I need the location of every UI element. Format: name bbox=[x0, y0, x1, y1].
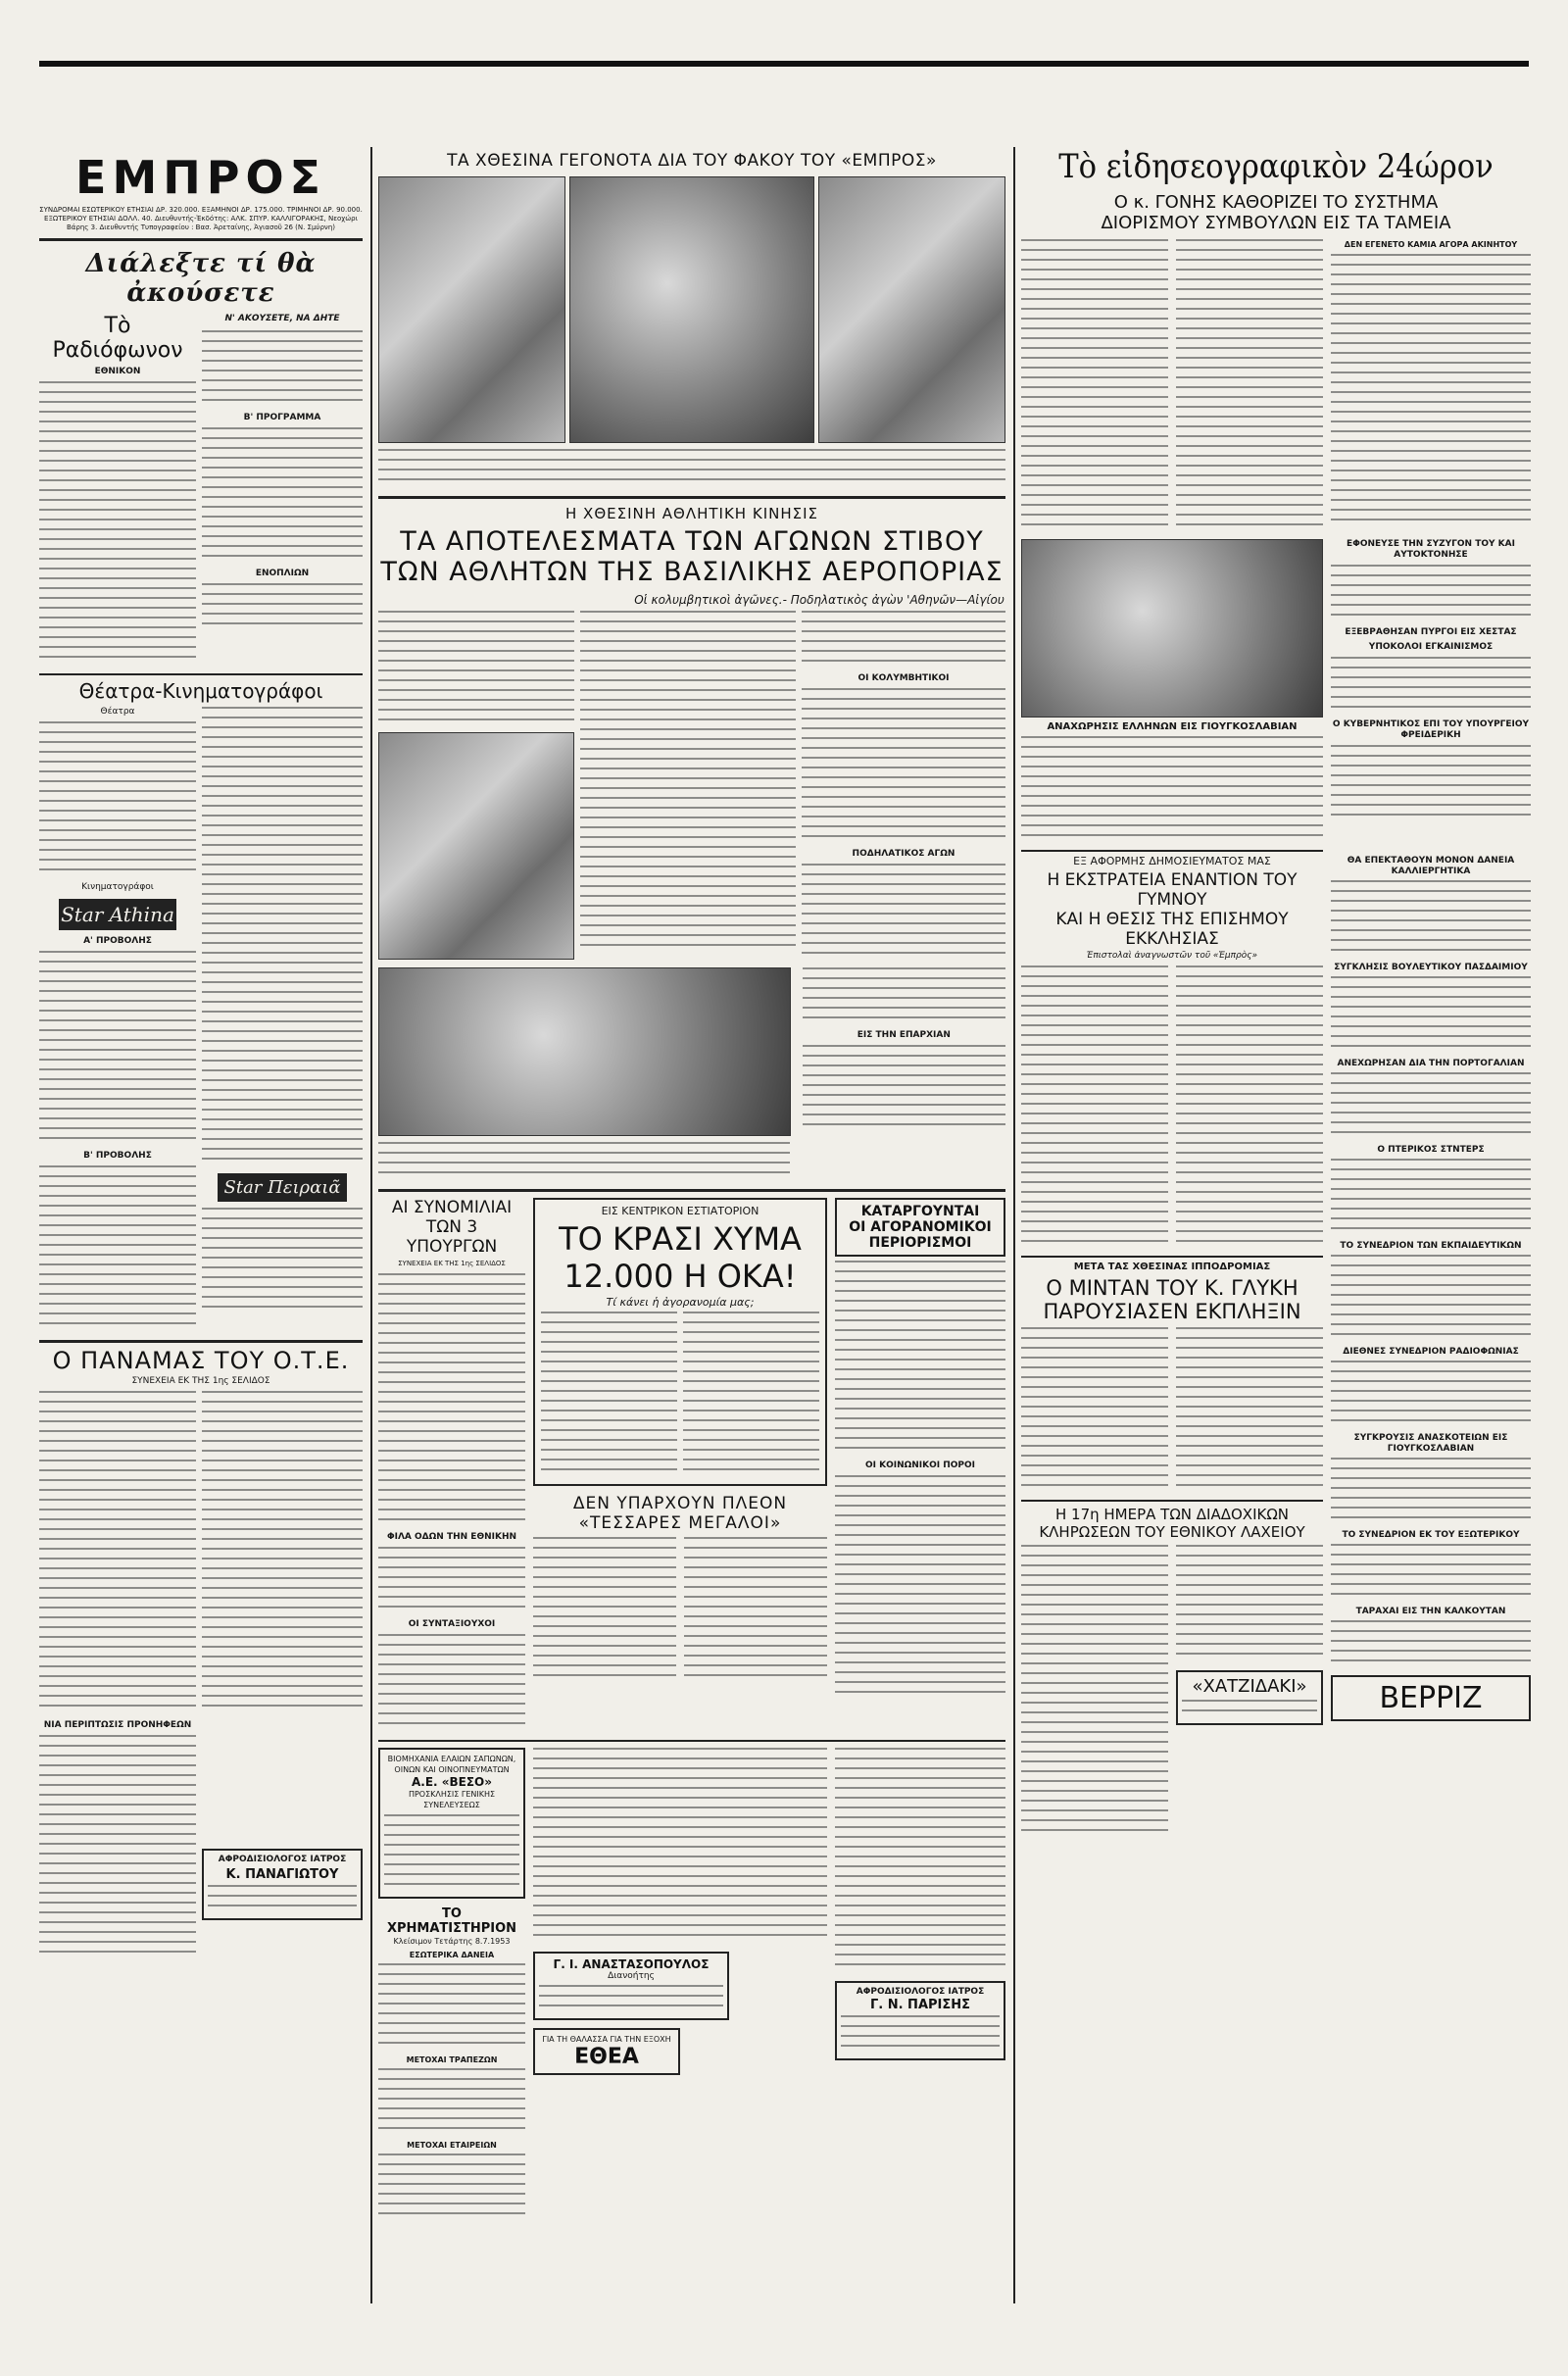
b-programma-label: Β' ΠΡΟΓΡΑΜΜΑ bbox=[243, 413, 321, 422]
side-head-5: ΤΟ ΣΥΝΕΔΡΙΟΝ ΤΩΝ ΕΚΠΑΙΔΕΥΤΙΚΩΝ bbox=[1340, 1241, 1522, 1251]
lead-title-line1: Ο κ. ΓΟΝΗΣ ΚΑΘΟΡΙΖΕΙ ΤΟ ΣΥΣΤΗΜΑ bbox=[1113, 192, 1439, 213]
lottery-title-line2: ΚΛΗΡΩΣΕΩΝ ΤΟΥ ΕΘΝΙΚΟΥ ΛΑΧΕΙΟΥ bbox=[1039, 1523, 1305, 1541]
ethea-line2: ΕΘΕΑ bbox=[574, 2045, 639, 2069]
katargountai-line1: ΚΑΤΑΡΓΟΥΝΤΑΙ bbox=[860, 1204, 980, 1219]
lead-title-line2: ΔΙΟΡΙΣΜΟΥ ΣΥΜΒΟΥΛΩΝ ΕΙΣ ΤΑ ΤΑΜΕΙΑ bbox=[1101, 213, 1451, 233]
side-head-2: ΣΥΓΚΛΗΣΙΣ ΒΟΥΛΕΥΤΙΚΟΥ ΠΑΣΔΑΙΜΙΟΥ bbox=[1334, 963, 1528, 972]
veso-line2: Α.Ε. «ΒΕΣΟ» bbox=[411, 1775, 493, 1789]
panamas-continued: ΣΥΝΕΧΕΙΑ ΕΚ ΤΗΣ 1ης ΣΕΛΙΔΟΣ bbox=[131, 1376, 270, 1386]
klisimo-label: Κλείσιμον Τετάρτης 8.7.1953 bbox=[393, 1937, 511, 1946]
radio-heading: Τὸ Ραδιόφωνον bbox=[52, 314, 183, 363]
cinemas-sub: Κινηματογράφοι bbox=[81, 882, 154, 892]
b-provoli-label: Β' ΠΡΟΒΟΛΗΣ bbox=[83, 1151, 152, 1161]
ethnikon-label: ΕΘΝΙΚΟΝ bbox=[94, 367, 141, 376]
right-column bbox=[1021, 147, 1531, 2303]
center-column bbox=[378, 147, 1005, 2303]
dimosieuma-kicker: ΕΞ ΑΦΟΡΜΗΣ ΔΗΜΟΣΙΕΥΜΑΤΟΣ ΜΑΣ bbox=[1073, 855, 1271, 867]
chrimatistirion-heading: ΤΟ ΧΡΗΜΑΤΙΣΤΗΡΙΟΝ bbox=[386, 1906, 517, 1936]
top-rule bbox=[39, 61, 1529, 67]
masthead-imprint: ΣΥΝΔΡΟΜΑΙ ΕΣΩΤΕΡΙΚΟΥ ΕΤΗΣΙΑΙ ΔΡ. 320.000. ΕΞΑΜΗΝΟΙ ΔΡ. 175.000. ΤΡΙΜΗΝΟΙ ΔΡ. 90.000. ΕΞΩΤΕΡΙΚΟΥ ΕΤΗΣΙΑΙ ΔΟΛΛ. 40. Διευθυντής-Ἐκδότης: ΑΛΚ. ΣΠΥΡ. ΚΑΛΛΙΓΟΡΑΚΗΣ, Νεοχώρι Βάρης 3. Διευθυντής Τυπογραφείου : Βασ. Ἀρεταίνης, Ἀγιασοῦ 26 (Ν. Σμύρνη) bbox=[39, 206, 363, 231]
side-head-1: ΘΑ ΕΠΕΚΤΑΘΟΥΝ ΜΟΝΟΝ ΔΑΝΕΙΑ ΚΑΛΛΙΕΡΓΗΤΙΚΑ bbox=[1347, 856, 1515, 876]
syntaxiouchoi-label: ΟΙ ΣΥΝΤΑΞΙΟΥΧΟΙ bbox=[408, 1619, 496, 1629]
lottery-title-line1: Η 17η ΗΜΕΡΑ ΤΩΝ ΔΙΑΔΟΧΙΚΩΝ bbox=[1054, 1506, 1290, 1523]
podilatikos-label: ΠΟΔΗΛΑΤΙΚΟΣ ΑΓΩΝ bbox=[852, 849, 956, 859]
anastasopoulos-ad bbox=[533, 1952, 729, 2020]
ekstrateia-line1: Η ΕΚΣΤΡΑΤΕΙΑ ΕΝΑΝΤΙΟΝ ΤΟΥ ΓΥΜΝΟΥ bbox=[1047, 870, 1298, 910]
photo-group-yugoslavia bbox=[1021, 539, 1323, 718]
synomiliai-line2: ΤΩΝ 3 ΥΠΟΥΡΓΩΝ bbox=[406, 1217, 498, 1257]
sports-kicker: Η ΧΘΕΣΙΝΗ ΑΘΛΗΤΙΚΗ ΚΙΝΗΣΙΣ bbox=[565, 505, 818, 522]
katargountai-line3: ΠΕΡΙΟΡΙΣΜΟΙ bbox=[868, 1235, 972, 1251]
veso-ad bbox=[378, 1748, 525, 1899]
side-head-4: Ο ΠΤΕΡΙΚΟΣ ΣΤΝΤΕΡΣ bbox=[1377, 1145, 1485, 1155]
katargountai-box bbox=[835, 1198, 1005, 1257]
kolymvitikoi-label: ΟΙ ΚΟΛΥΜΒΗΤΙΚΟΙ bbox=[858, 673, 950, 683]
star-peiraia-logo: Star Πειραιᾶ bbox=[218, 1173, 347, 1202]
swim-heading: Οἱ κολυμβητικοὶ ἀγῶνες.- Ποδηλατικὸς ἀγὼν 'Αθηνῶν—Αἰγίου bbox=[634, 593, 1004, 607]
a-provoli-label: Α' ΠΡΟΒΟΛΗΣ bbox=[83, 936, 152, 946]
anastasopoulos-title: Διανοήτης bbox=[608, 1971, 655, 1981]
left-column bbox=[39, 147, 363, 2303]
esoterika-label: ΕΣΩΤΕΡΙΚΑ ΔΑΝΕΙΑ bbox=[409, 1951, 495, 1959]
metoxai-trapezon-label: ΜΕΤΟΧΑΙ ΤΡΑΠΕΖΩΝ bbox=[406, 2055, 498, 2064]
estiatorion-label: ΕΙΣ ΚΕΝΤΡΙΚΟΝ ΕΣΤΙΑΤΟΡΙΟΝ bbox=[601, 1205, 760, 1217]
theatres-heading: Θέατρα-Κινηματογράφοι bbox=[78, 679, 323, 703]
agora-heading: ΔΕΝ ΕΓΕΝΕΤΟ ΚΑΜΙΑ ΑΓΟΡΑ ΑΚΙΝΗΤΟΥ bbox=[1344, 240, 1518, 249]
kyvernitikos-heading: Ο ΚΥΒΕΡΝΗΤΙΚΟΣ ΕΠΙ ΤΟΥ ΥΠΟΥΡΓΕΙΟΥ ΦΡΕΙΔΕΡΙΚΗ bbox=[1332, 719, 1530, 740]
doctor2-name: Γ. Ν. ΠΑΡΙΣΗΣ bbox=[869, 1998, 971, 2012]
megaloi-line2: «ΤΕΣΣΑΡΕΣ ΜΕΓΑΛΟΙ» bbox=[578, 1513, 782, 1533]
doctor2-label: ΑΦΡΟΔΙΣΙΟΛΟΓΟΣ ΙΑΤΡΟΣ bbox=[856, 1987, 985, 1997]
sports-title-line1: ΤΑ ΑΠΟΤΕΛΕΣΜΑΤΑ ΤΩΝ ΑΓΩΝΩΝ ΣΤΙΒΟΥ bbox=[400, 526, 984, 557]
doctor2-ad bbox=[835, 1981, 1005, 2060]
katsidaki-title: «ΧΑΤΖΙΔΑΚΙ» bbox=[1192, 1676, 1307, 1697]
berriz-title: ΒΕΡΡΙΖ bbox=[1379, 1681, 1483, 1715]
krasi-title-line2: 12.000 Η ΟΚΑ! bbox=[564, 1258, 797, 1295]
mintan-line2: ΠΑΡΟΥΣΙΑΣΕΝ ΕΚΠΛΗΞΙΝ bbox=[1043, 1300, 1301, 1323]
metoxai-etaireion-label: ΜΕΤΟΧΑΙ ΕΤΑΙΡΕΙΩΝ bbox=[407, 2141, 497, 2150]
megaloi-line1: ΔΕΝ ΥΠΑΡΧΟΥΝ ΠΛΕΟΝ bbox=[572, 1494, 788, 1513]
doctor-ad bbox=[202, 1849, 363, 1920]
synomiliai-line1: ΑΙ ΣΥΝΟΜΙΛΙΑΙ bbox=[391, 1198, 513, 1217]
krasi-box bbox=[533, 1198, 827, 1486]
radio-script-title: Διάλεξτε τί θὰ ἀκούσετε bbox=[85, 249, 317, 308]
divider-right bbox=[1013, 147, 1015, 2303]
epistoli-sub: Ἐπιστολαὶ ἀναγνωστῶν τοῦ «Ἐμπρὸς» bbox=[1086, 951, 1258, 961]
news-banner: Τὸ εἰδησεογραφικὸν 24ώρον bbox=[1058, 147, 1494, 186]
photo-athletes-left bbox=[378, 732, 574, 960]
divider-left bbox=[370, 147, 372, 2303]
masthead-title: ΕΜΠΡΟΣ bbox=[75, 151, 326, 204]
yougoslavia-caption: ΑΝΑΧΩΡΗΣΙΣ ΕΛΛΗΝΩΝ ΕΙΣ ΓΙΟΥΓΚΟΣΛΑΒΙΑΝ bbox=[1047, 721, 1298, 732]
berriz-ad bbox=[1331, 1675, 1531, 1721]
photo-runners bbox=[378, 967, 791, 1136]
photo-section-heading: ΤΑ ΧΘΕΣΙΝΑ ΓΕΓΟΝΟΤΑ ΔΙΑ ΤΟΥ ΦΑΚΟΥ ΤΟΥ «ΕΜΠΡΟΣ» bbox=[447, 151, 937, 171]
perierga-heading: ΝΙΑ ΠΕΡΙΠΤΩΣΙΣ ΠΡΟΝΗΦΕΩΝ bbox=[43, 1720, 192, 1730]
eparchia-label: ΕΙΣ ΤΗΝ ΕΠΑΡΧΙΑΝ bbox=[857, 1030, 951, 1040]
krasi-title-line1: ΤΟ ΚΡΑΣΙ ΧΥΜΑ bbox=[559, 1220, 802, 1258]
ekstrateia-line2: ΚΑΙ Η ΘΕΣΙΣ ΤΗΣ ΕΠΙΣΗΜΟΥ ΕΚΚΛΗΣΙΑΣ bbox=[1055, 910, 1289, 949]
doctor-label: ΑΦΡΟΔΙΣΙΟΛΟΓΟΣ ΙΑΤΡΟΣ bbox=[218, 1855, 347, 1864]
ethea-line1: ΓΙΑ ΤΗ ΘΑΛΑΣΣΑ ΓΙΑ ΤΗΝ ΕΞΟΧΗ bbox=[542, 2035, 671, 2044]
side-head-6: ΔΙΕΘΝΕΣ ΣΥΝΕΔΡΙΟΝ ΡΑΔΙΟΦΩΝΙΑΣ bbox=[1343, 1347, 1519, 1357]
side-head-7: ΣΥΓΚΡΟΥΣΙΣ ΑΝΑΣΚΟΤΕΙΩΝ ΕΙΣ ΓΙΟΥΓΚΟΣΛΑΒΙΑΝ bbox=[1353, 1433, 1508, 1454]
synomiliai-continued: ΣΥΝΕΧΕΙΑ ΕΚ ΤΗΣ 1ης ΣΕΛΙΔΟΣ bbox=[398, 1260, 506, 1267]
anastasopoulos-name: Γ. Ι. ΑΝΑΣΤΑΣΟΠΟΥΛΟΣ bbox=[553, 1957, 710, 1971]
ippodromia-kicker: ΜΕΤΑ ΤΑΣ ΧΘΕΣΙΝΑΣ ΙΠΠΟΔΡΟΜΙΑΣ bbox=[1073, 1262, 1271, 1272]
side-head-9: ΤΑΡΑΧΑΙ ΕΙΣ ΤΗΝ ΚΑΛΚΟΥΤΑΝ bbox=[1355, 1607, 1506, 1616]
radio-subheading: Ν' ΑΚΟΥΣΕΤΕ, ΝΑ ΔΗΤΕ bbox=[224, 314, 340, 323]
veso-line3: ΠΡΟΣΚΛΗΣΙΣ ΓΕΝΙΚΗΣ ΣΥΝΕΛΕΥΣΕΩΣ bbox=[408, 1790, 496, 1809]
photo-sailboats bbox=[569, 176, 814, 443]
star-athina-logo: Star Athina bbox=[59, 899, 176, 930]
photo-harbor bbox=[378, 176, 565, 443]
sports-title-line2: ΤΩΝ ΑΘΛΗΤΩΝ ΤΗΣ ΒΑΣΙΛΙΚΗΣ ΑΕΡΟΠΟΡΙΑΣ bbox=[380, 557, 1004, 587]
panamas-heading: Ο ΠΑΝΑΜΑΣ ΤΟΥ Ο.Τ.Ε. bbox=[52, 1347, 350, 1374]
mintan-line1: Ο ΜΙΝΤΑΝ ΤΟΥ Κ. ΓΛΥΚΗ bbox=[1046, 1276, 1298, 1300]
doctor-name: Κ. ΠΑΝΑΓΙΩΤΟΥ bbox=[225, 1867, 339, 1882]
ethea-ad bbox=[533, 2028, 680, 2075]
photo-captions bbox=[378, 449, 1005, 488]
krasi-subtitle: Τί κάνει ἡ ἀγορανομία μας; bbox=[606, 1296, 755, 1309]
theatres-sub: Θέατρα bbox=[100, 707, 135, 717]
ypokoloi-heading: ΥΠΟΚΟΛΟΙ ΕΓΚΑΙΝΙΣΜΟΣ bbox=[1368, 642, 1494, 652]
veso-line1: ΒΙΟΜΗΧΑΝΙΑ ΕΛΑΙΩΝ ΣΑΠΩΝΩΝ, ΟΙΝΩΝ ΚΑΙ ΟΙΝΟΠΝΕΥΜΑΤΩΝ bbox=[387, 1755, 516, 1774]
efoneusa-heading: ΕΦΟΝΕΥΣΕ ΤΗΝ ΣΥΖΥΓΟΝ ΤΟΥ ΚΑΙ ΑΥΤΟΚΤΟΝΗΣΕ bbox=[1347, 539, 1515, 560]
katsidaki-ad bbox=[1176, 1670, 1323, 1725]
exevrathesan-heading: ΕΞΕΒΡΑΘΗΣΑΝ ΠΥΡΓΟΙ ΕΙΣ ΧΕΣΤΑΣ bbox=[1345, 627, 1517, 637]
katargountai-line2: ΟΙ ΑΓΟΡΑΝΟΜΙΚΟΙ bbox=[849, 1219, 992, 1235]
oda-label: ΦΙΛΑ ΟΔΩΝ ΤΗΝ ΕΘΝΙΚΗΝ bbox=[386, 1532, 517, 1542]
side-head-8: ΤΟ ΣΥΝΕΔΡΙΟΝ ΕΚ ΤΟΥ ΕΞΩΤΕΡΙΚΟΥ bbox=[1342, 1530, 1520, 1540]
side-head-3: ΑΝΕΧΩΡΗΣΑΝ ΔΙΑ ΤΗΝ ΠΟΡΤΟΓΑΛΙΑΝ bbox=[1337, 1059, 1525, 1068]
photo-crowd bbox=[818, 176, 1005, 443]
radio-program-text bbox=[39, 381, 196, 666]
koinonikoi-label: ΟΙ ΚΟΙΝΩΝΙΚΟΙ ΠΟΡΟΙ bbox=[864, 1460, 976, 1470]
enopliin-label: ΕΝΟΠΛΙΩΝ bbox=[255, 569, 310, 578]
